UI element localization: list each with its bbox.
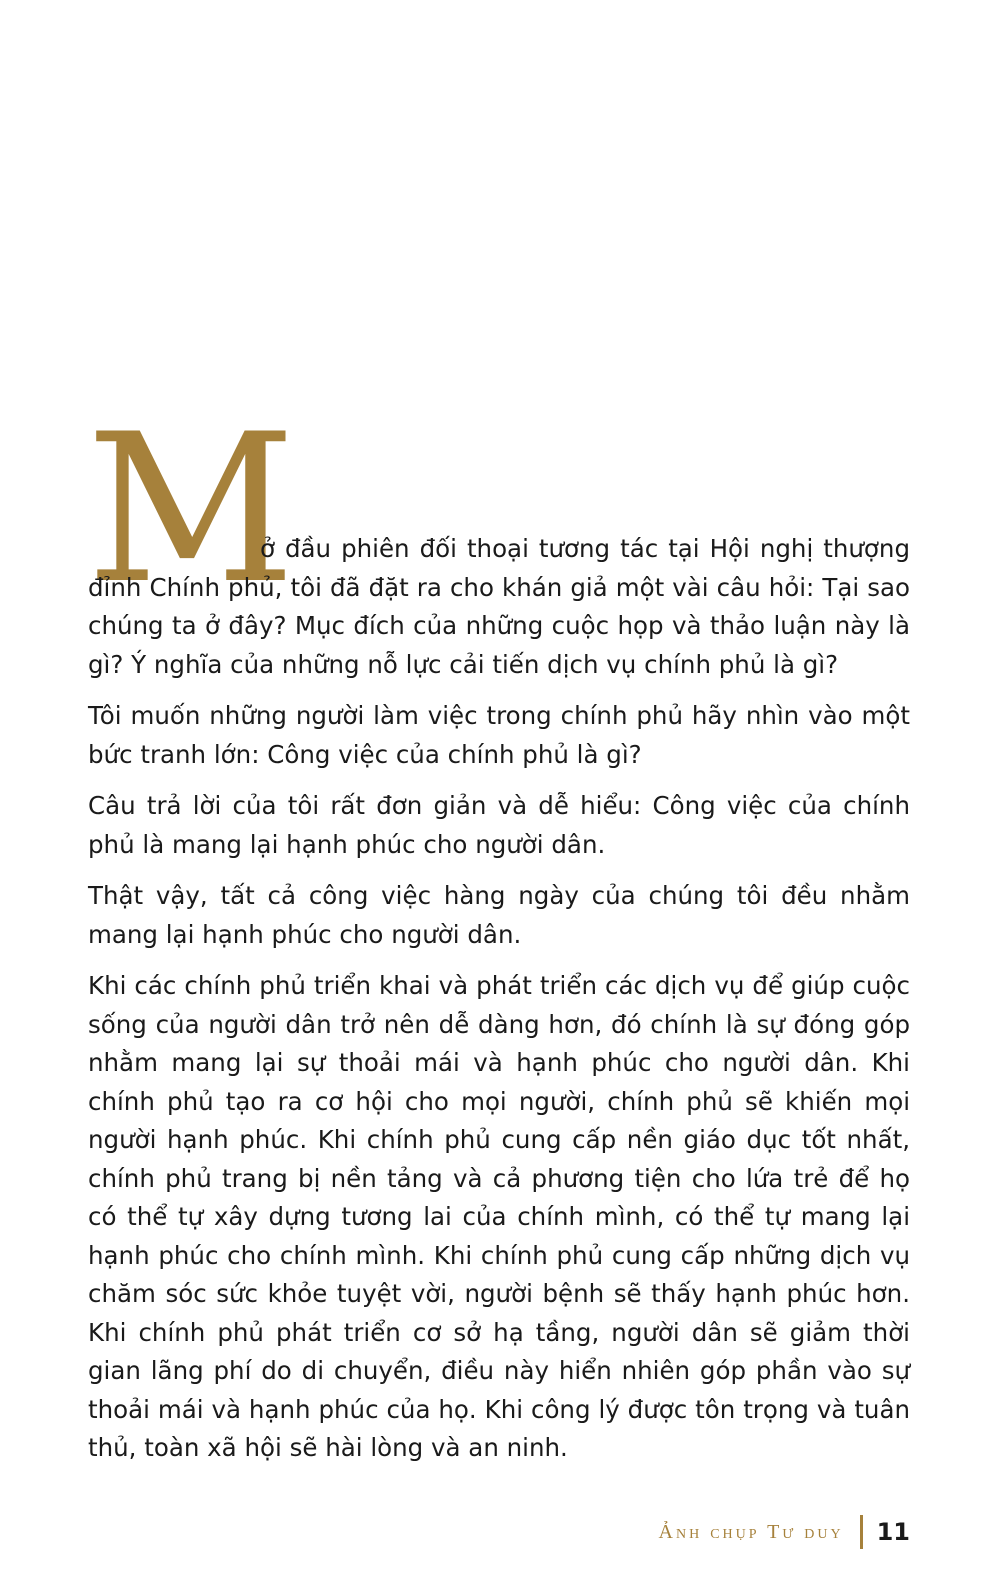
paragraph-1: ở đầu phiên đối thoại tương tác tại Hội nghị thượng đỉnh Chính phủ, tôi đã đặt ra cho khán giả một vài câu hỏi: Tại sao chúng ta ở đây? Mục đích của những cuộc họp và thảo luận này là gì? Ý nghĩa của những nỗ lực cải tiến dịch vụ chính phủ là gì? (88, 534, 910, 679)
page-footer (659, 1514, 910, 1550)
running-head: Ảnh chụp Tư duy (658, 1520, 844, 1543)
paragraph-5: Khi các chính phủ triển khai và phát triển các dịch vụ để giúp cuộc sống của người dân trở nên dễ dàng hơn, đó chính là sự đóng góp nhằm mang lại sự thoải mái và hạnh phúc cho người dân. Khi chính phủ tạo ra cơ hội cho mọi người, chính phủ sẽ khiến mọi người hạnh phúc. Khi chính phủ cung cấp nền giáo dục tốt nhất, chính phủ trang bị nền tảng và cả phương tiện cho lứa trẻ để họ có thể tự xây dựng tương lai của chính mình, có thể tự mang lại hạnh phúc cho chính mình. Khi chính phủ cung cấp những dịch vụ chăm sóc sức khỏe tuyệt vời, người bệnh sẽ thấy hạnh phúc hơn. Khi chính phủ phát triển cơ sở hạ tầng, người dân sẽ giảm thời gian lãng phí do di chuyển, điều này hiển nhiên góp phần vào sự thoải mái và hạnh phúc của họ. Khi công lý được tôn trọng và tuân thủ, toàn xã hội sẽ hài lòng và an ninh. (88, 971, 910, 1462)
page-number: 11 (876, 1518, 910, 1546)
paragraph-4: Thật vậy, tất cả công việc hàng ngày của chúng tôi đều nhằm mang lại hạnh phúc cho người dân. (88, 881, 910, 949)
drop-cap: M (86, 391, 292, 629)
paragraph-2: Tôi muốn những người làm việc trong chính phủ hãy nhìn vào một bức tranh lớn: Công việc của chính phủ là gì? (88, 701, 910, 769)
footer-divider (860, 1515, 863, 1549)
body-text (88, 530, 910, 1481)
paragraph-3: Câu trả lời của tôi rất đơn giản và dễ hiểu: Công việc của chính phủ là mang lại hạnh phúc cho người dân. (88, 791, 910, 859)
